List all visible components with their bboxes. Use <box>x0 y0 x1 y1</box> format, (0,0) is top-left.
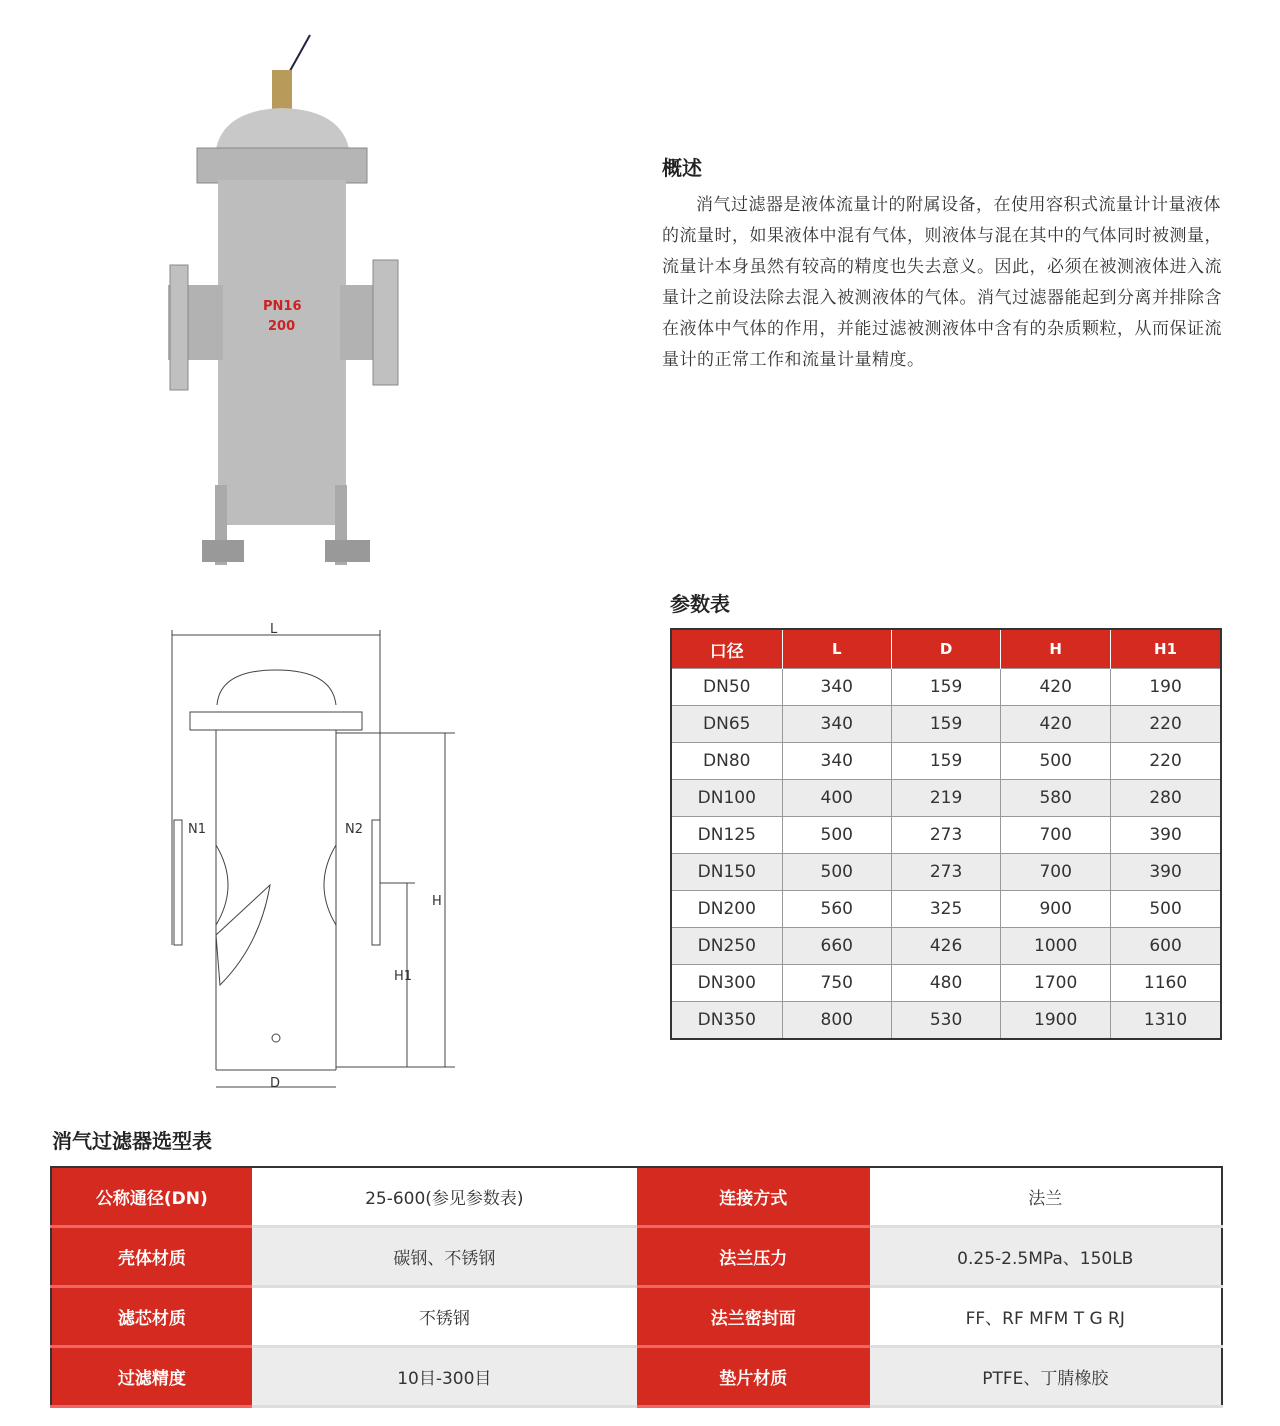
col-header: H <box>1001 629 1111 669</box>
table-cell: 190 <box>1111 669 1221 706</box>
dimension-diagram <box>160 615 470 1105</box>
table-cell: 273 <box>891 854 1000 891</box>
table-cell: 700 <box>1001 854 1111 891</box>
table-row <box>51 1347 1222 1407</box>
table-cell: DN50 <box>671 669 782 706</box>
table-cell: 660 <box>782 928 891 965</box>
col-header: L <box>782 629 891 669</box>
dn-marking: 200 <box>268 319 296 334</box>
table-row <box>671 928 1221 965</box>
table-row <box>671 780 1221 817</box>
spec-value: 25-600(参见参数表) <box>252 1167 637 1227</box>
table-cell: 325 <box>891 891 1000 928</box>
table-row <box>671 817 1221 854</box>
selection-table <box>50 1166 1223 1408</box>
selection-title: 消气过滤器选型表 <box>52 1129 212 1153</box>
table-row <box>671 965 1221 1002</box>
table-cell: 500 <box>1111 891 1221 928</box>
spec-label: 壳体材质 <box>51 1227 252 1287</box>
spec-label: 法兰密封面 <box>637 1287 870 1347</box>
spec-value: FF、RF MFM T G RJ <box>870 1287 1222 1347</box>
table-cell: 390 <box>1111 817 1221 854</box>
table-row <box>51 1227 1222 1287</box>
table-cell: 500 <box>782 854 891 891</box>
params-title: 参数表 <box>670 592 730 616</box>
table-cell: DN125 <box>671 817 782 854</box>
table-cell: 750 <box>782 965 891 1002</box>
table-cell: 500 <box>782 817 891 854</box>
spec-label: 公称通径(DN) <box>51 1167 252 1227</box>
table-cell: 220 <box>1111 706 1221 743</box>
n2-label: N2 <box>345 822 363 837</box>
table-row <box>51 1287 1222 1347</box>
table-cell: 800 <box>782 1002 891 1040</box>
overview-text: 消气过滤器是液体流量计的附属设备，在使用容积式流量计计量液体的流量时，如果液体中混有气体，则液体与混在其中的气体同时被测量，流量计本身虽然有较高的精度也失去意义。因此，必须在被测液体进入流量计之前设法除去混入被测液体的气体。消气过滤器能起到分离并排除含在液体中气体的作用，并能过滤被测液体中含有的杂质颗粒，从而保证流量计的正常工作和流量计量精度。 <box>662 195 1222 370</box>
table-row <box>671 669 1221 706</box>
table-cell: DN65 <box>671 706 782 743</box>
table-cell: 220 <box>1111 743 1221 780</box>
table-cell: DN200 <box>671 891 782 928</box>
spec-value: 不锈钢 <box>252 1287 637 1347</box>
n1-label: N1 <box>188 822 206 837</box>
table-cell: 159 <box>891 706 1000 743</box>
table-cell: 700 <box>1001 817 1111 854</box>
table-row <box>671 1002 1221 1040</box>
params-header-row <box>671 629 1221 669</box>
table-cell: DN350 <box>671 1002 782 1040</box>
table-cell: 420 <box>1001 669 1111 706</box>
overview-title: 概述 <box>662 156 702 180</box>
table-cell: DN250 <box>671 928 782 965</box>
table-row <box>671 854 1221 891</box>
spec-label: 滤芯材质 <box>51 1287 252 1347</box>
table-cell: 1000 <box>1001 928 1111 965</box>
table-cell: 400 <box>782 780 891 817</box>
spec-label: 垫片材质 <box>637 1347 870 1407</box>
table-cell: DN300 <box>671 965 782 1002</box>
spec-label: 过滤精度 <box>51 1347 252 1407</box>
spec-label: 连接方式 <box>637 1167 870 1227</box>
spec-value: 10目-300目 <box>252 1347 637 1407</box>
dim-h1-label: H1 <box>394 969 413 984</box>
table-cell: 340 <box>782 669 891 706</box>
table-cell: DN150 <box>671 854 782 891</box>
dim-d-label: D <box>270 1076 281 1091</box>
dim-l-label: L <box>270 622 278 637</box>
spec-value: 碳钢、不锈钢 <box>252 1227 637 1287</box>
table-cell: 159 <box>891 669 1000 706</box>
table-row <box>671 706 1221 743</box>
table-row <box>671 891 1221 928</box>
table-cell: 1700 <box>1001 965 1111 1002</box>
table-cell: 390 <box>1111 854 1221 891</box>
spec-value: PTFE、丁腈橡胶 <box>870 1347 1222 1407</box>
product-photo <box>160 30 410 570</box>
table-cell: 900 <box>1001 891 1111 928</box>
table-cell: DN80 <box>671 743 782 780</box>
table-cell: 340 <box>782 743 891 780</box>
table-cell: 560 <box>782 891 891 928</box>
col-header: 口径 <box>671 629 782 669</box>
spec-value: 0.25-2.5MPa、150LB <box>870 1227 1222 1287</box>
table-cell: 600 <box>1111 928 1221 965</box>
dim-h-label: H <box>432 894 442 909</box>
pn-marking: PN16 <box>263 299 302 314</box>
params-table <box>670 628 1222 1040</box>
table-cell: 580 <box>1001 780 1111 817</box>
table-cell: 530 <box>891 1002 1000 1040</box>
spec-label: 法兰压力 <box>637 1227 870 1287</box>
table-cell: 1160 <box>1111 965 1221 1002</box>
table-cell: 219 <box>891 780 1000 817</box>
table-cell: 426 <box>891 928 1000 965</box>
table-cell: 340 <box>782 706 891 743</box>
table-row <box>51 1167 1222 1227</box>
table-cell: 273 <box>891 817 1000 854</box>
table-cell: 420 <box>1001 706 1111 743</box>
table-cell: 280 <box>1111 780 1221 817</box>
table-cell: 500 <box>1001 743 1111 780</box>
col-header: D <box>891 629 1000 669</box>
table-row <box>671 743 1221 780</box>
table-cell: 480 <box>891 965 1000 1002</box>
table-cell: 159 <box>891 743 1000 780</box>
table-cell: 1900 <box>1001 1002 1111 1040</box>
spec-value: 法兰 <box>870 1167 1222 1227</box>
table-cell: 1310 <box>1111 1002 1221 1040</box>
col-header: H1 <box>1111 629 1221 669</box>
table-cell: DN100 <box>671 780 782 817</box>
